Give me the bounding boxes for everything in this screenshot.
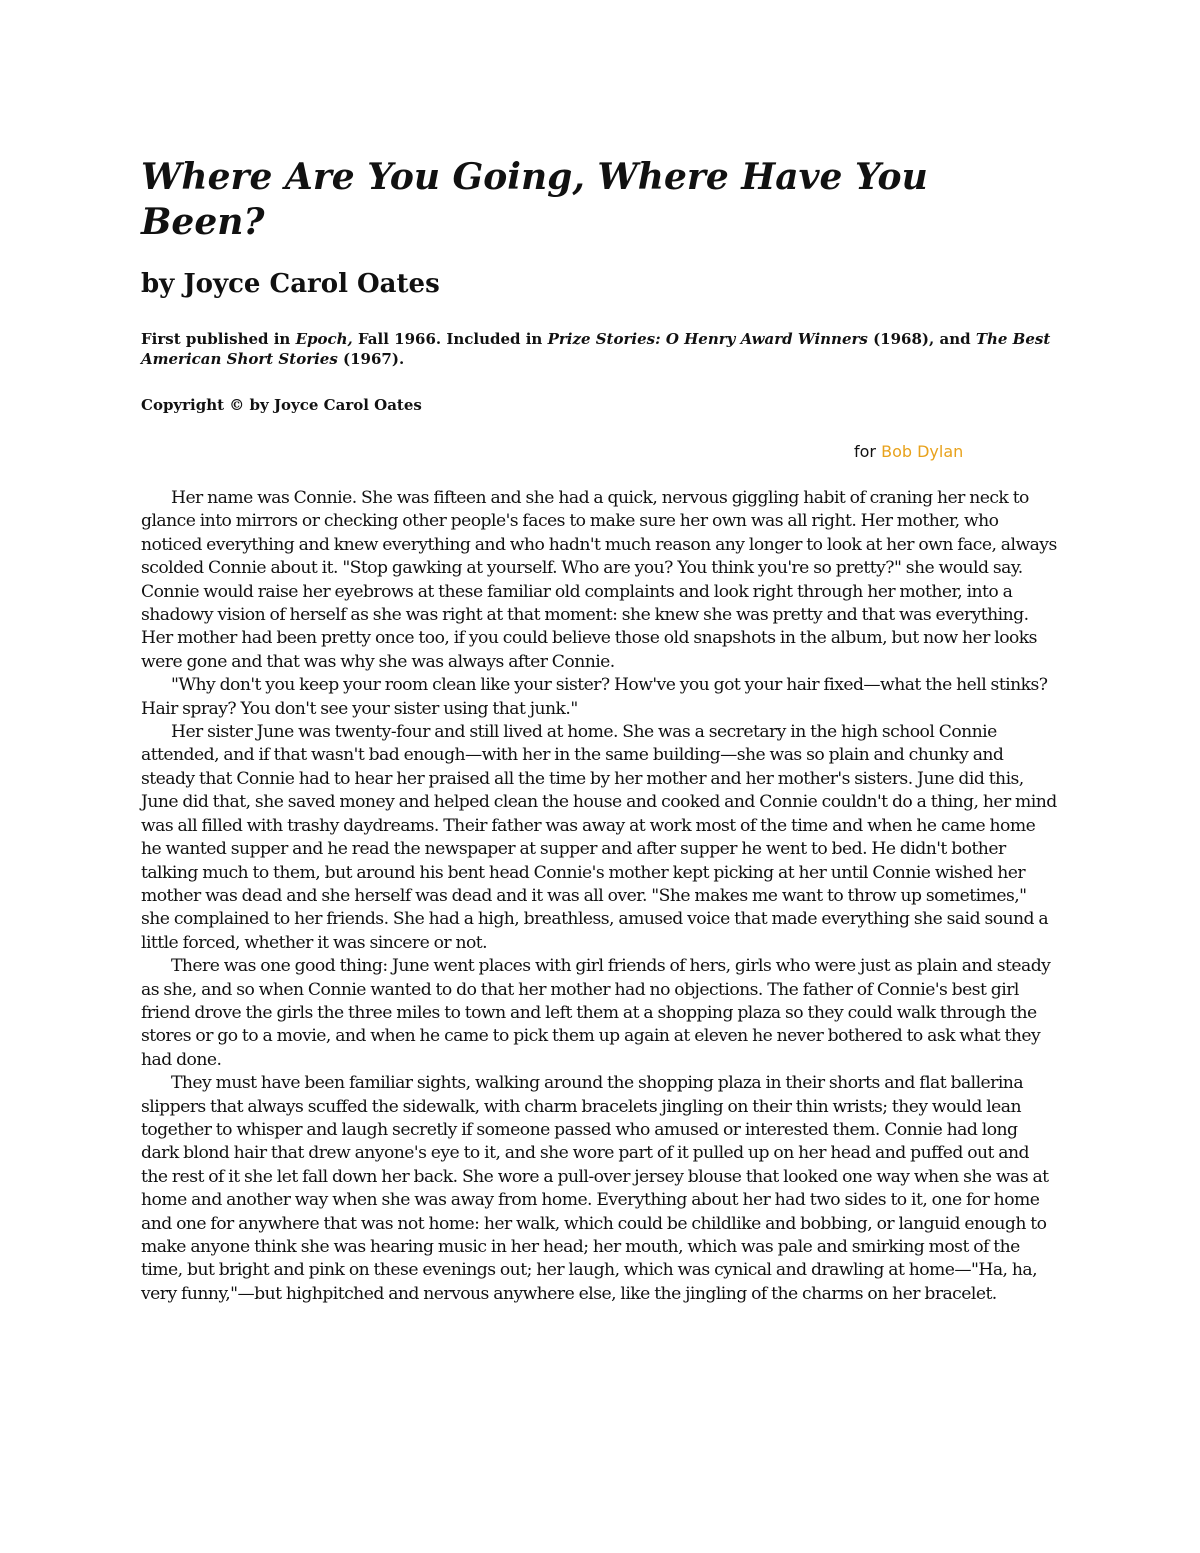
publication-note <box>141 329 1059 369</box>
story-body <box>141 487 1059 1306</box>
paragraph: Her name was Connie. She was fifteen and she had a quick, nervous giggling habit of craning her neck to glance into mirrors or checking other people's faces to make sure her own was all right. Her mother, who noticed everything and knew everything and who hadn't much reason any longer to look at her own face, always scolded Connie about it. "Stop gawking at yourself. Who are you? You think you're so pretty?" she would say. Connie would raise her eyebrows at these familiar old complaints and look right through her mother, into a shadowy vision of herself as she was right at that moment: she knew she was pretty and that was everything. Her mother had been pretty once too, if you could believe those old snapshots in the album, but now her looks were gone and that was why she was always after Connie. <box>141 488 1057 672</box>
bob-dylan-link[interactable]: Bob Dylan <box>881 442 964 461</box>
pub-prize-stories: Prize Stories: O Henry Award Winners <box>547 330 868 348</box>
pub-epoch: Epoch, <box>295 330 353 348</box>
dedication-prefix: for <box>854 442 882 461</box>
story-title: Where Are You Going, Where Have You Been? <box>141 156 928 243</box>
pub-year-1968: (1968), and <box>867 330 976 348</box>
pub-year-1967: (1967). <box>337 350 405 368</box>
paragraph: "Why don't you keep your room clean like your sister? How've you got your hair fixed—what the hell stinks? Hair spray? You don't see your sister using that junk." <box>141 675 1048 719</box>
paragraph: There was one good thing: June went places with girl friends of hers, girls who were just as plain and steady as she, and so when Connie wanted to do that her mother had no objections. The father of Connie's best girl friend drove the girls the three miles to town and left them at a shopping plaza so they could walk through the stores or go to a movie, and when he came to pick them up again at eleven he never bothered to ask what they had done. <box>141 956 1051 1070</box>
paragraph: Her sister June was twenty-four and still lived at home. She was a secretary in the high school Connie attended, and if that wasn't bad enough—with her in the same building—she was so plain and chunky and steady that Connie had to hear her praised all the time by her mother and her mother's sisters. June did this, June did that, she saved money and helped clean the house and cooked and Connie couldn't do a thing, her mind was all filled with trashy daydreams. Their father was away at work most of the time and when he came home he wanted supper and he read the newspaper at supper and after supper he went to bed. He didn't bother talking much to them, but around his bent head Connie's mother kept picking at her until Connie wished her mother was dead and she herself was dead and it was all over. "She makes me want to throw up sometimes," she complained to her friends. She had a high, breathless, amused voice that made everything she said sound a little forced, whether it was sincere or not. <box>141 722 1057 953</box>
copyright-line: Copyright © by Joyce Carol Oates <box>141 396 422 414</box>
author-byline: by Joyce Carol Oates <box>141 269 440 299</box>
pub-fall: Fall 1966. Included in <box>352 330 548 348</box>
paragraph: They must have been familiar sights, walking around the shopping plaza in their shorts and flat ballerina slippers that always scuffed the sidewalk, with charm bracelets jingling on their thin wrists; they would lean together to whisper and laugh secretly if someone passed who amused or interested them. Connie had long dark blond hair that drew anyone's eye to it, and she wore part of it pulled up on her head and puffed out and the rest of it she let fall down her back. She wore a pull-over jersey blouse that looked one way when she was at home and another way when she was away from home. Everything about her had two sides to it, one for home and one for anywhere that was not home: her walk, which could be childlike and bobbing, or languid enough to make anyone think she was hearing music in her head; her mouth, which was pale and smirking most of the time, but bright and pink on these evenings out; her laugh, which was cynical and drawling at home—"Ha, ha, very funny,"—but highpitched and nervous anywhere else, like the jingling of the charms on her bracelet. <box>141 1073 1049 1304</box>
pub-prefix: First published in <box>141 330 296 348</box>
document-page <box>141 155 1059 1306</box>
pub-best-american: The Best American Short Stories <box>141 330 1051 368</box>
dedication <box>141 441 1059 463</box>
